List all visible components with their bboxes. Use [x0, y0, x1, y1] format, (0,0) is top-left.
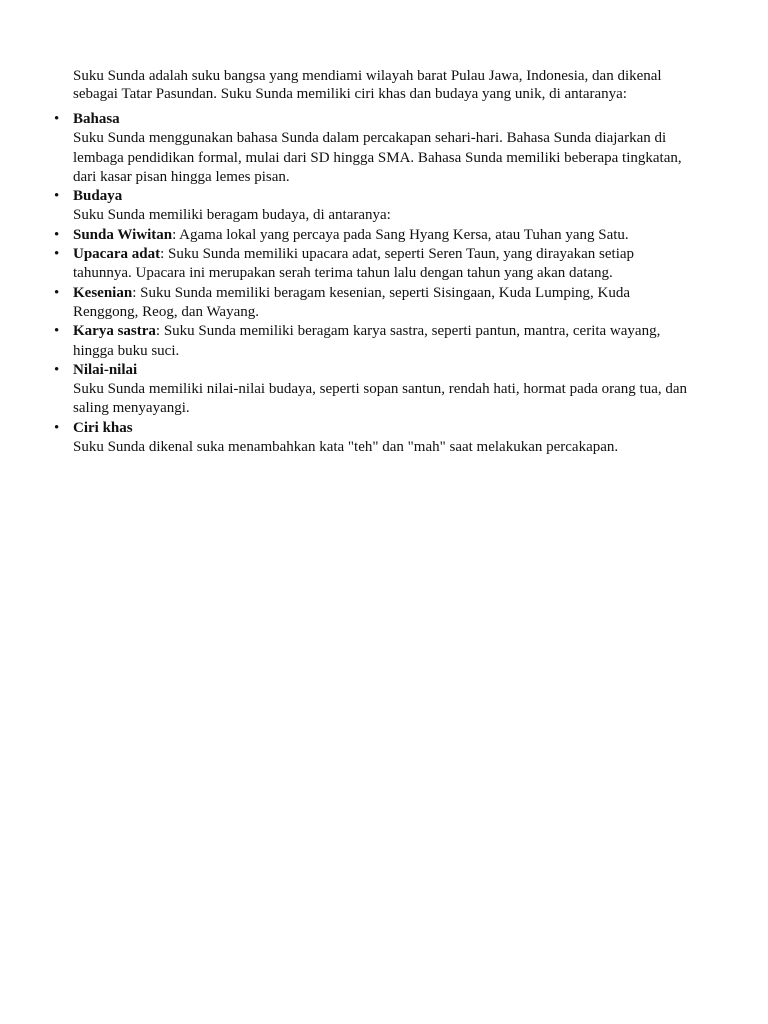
item-term: Karya sastra: [73, 323, 156, 340]
list-item-ciri-khas: [54, 419, 694, 458]
item-description: Suku Sunda menggunakan bahasa Sunda dalam percakapan sehari-hari. Bahasa Sunda diajarkan di lembaga pendidikan formal, mulai dari SD hingga SMA. Bahasa Sunda memiliki beberapa tingkatan, dari kasar pisan hingga lemes pisan.: [73, 130, 682, 185]
list-item-budaya: [54, 187, 694, 226]
bullet-icon: •: [54, 246, 60, 263]
item-term: Kesenian: [73, 284, 133, 301]
item-description: Suku Sunda memiliki beragam budaya, di antaranya:: [73, 207, 391, 224]
culture-list: [54, 110, 694, 457]
list-item-upacara-adat: [54, 245, 694, 284]
list-item-bahasa: [54, 110, 694, 187]
bullet-icon: •: [54, 419, 60, 436]
item-description: : Suku Sunda memiliki upacara adat, seperti Seren Taun, yang dirayakan setiap tahunnya. Upacara ini merupakan serah terima tahun lalu dengan tahun yang akan datang.: [73, 246, 635, 282]
list-item-sunda-wiwitan: [54, 226, 694, 245]
list-item-nilai-nilai: [54, 361, 694, 419]
bullet-icon: •: [54, 323, 60, 340]
item-term: Bahasa: [73, 111, 120, 127]
item-term: Sunda Wiwitan: [73, 226, 173, 243]
list-item-kesenian: [54, 284, 694, 323]
bullet-icon: •: [54, 226, 60, 243]
bullet-icon: •: [54, 111, 60, 127]
item-description: : Suku Sunda memiliki beragam karya sastra, seperti pantun, mantra, cerita wayang, hingga buku suci.: [73, 323, 661, 359]
item-description: : Suku Sunda memiliki beragam kesenian, seperti Sisingaan, Kuda Lumping, Kuda Renggong, Reog, dan Wayang.: [73, 284, 631, 320]
item-description: Suku Sunda memiliki nilai-nilai budaya, seperti sopan santun, rendah hati, hormat pada orang tua, dan saling menyayangi.: [73, 381, 688, 417]
intro-paragraph: Suku Sunda adalah suku bangsa yang mendiami wilayah barat Pulau Jawa, Indonesia, dan dikenal sebagai Tatar Pasundan. Suku Sunda memiliki ciri khas dan budaya yang unik, di antaranya:: [73, 68, 662, 102]
item-term: Upacara adat: [73, 246, 161, 263]
item-description: Suku Sunda dikenal suka menambahkan kata "teh" dan "mah" saat melakukan percakapan.: [73, 439, 619, 456]
item-term: Nilai-nilai: [73, 361, 138, 378]
bullet-icon: •: [54, 188, 60, 205]
list-item-karya-sastra: [54, 322, 694, 361]
item-description: : Agama lokal yang percaya pada Sang Hyang Kersa, atau Tuhan yang Satu.: [172, 226, 629, 243]
bullet-icon: •: [54, 361, 60, 378]
item-term: Ciri khas: [73, 419, 133, 436]
item-term: Budaya: [73, 188, 123, 205]
bullet-icon: •: [54, 284, 60, 301]
